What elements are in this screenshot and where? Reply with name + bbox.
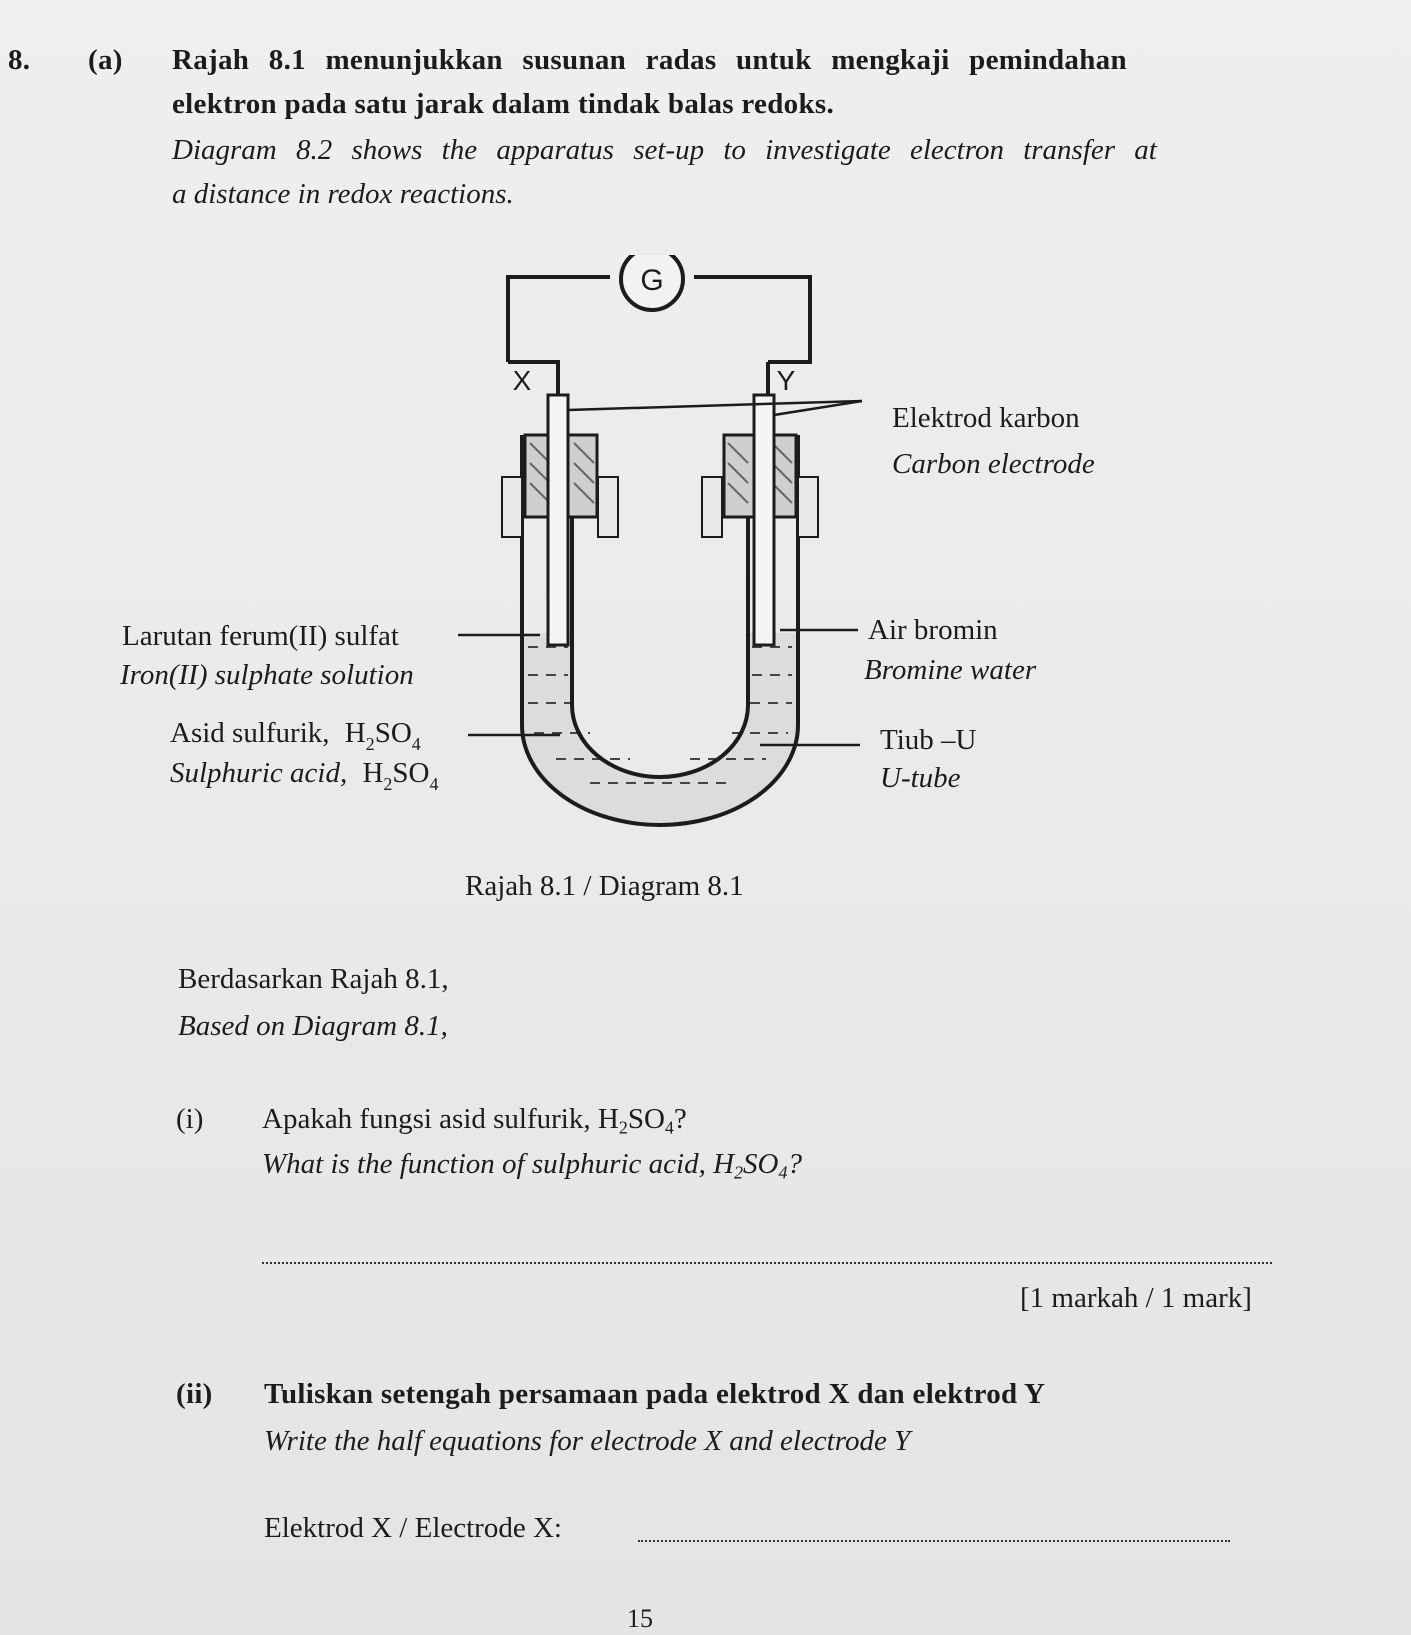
carbon-electrode-x bbox=[548, 395, 568, 645]
question-number: 8. bbox=[8, 44, 31, 76]
apparatus-diagram bbox=[120, 255, 1200, 835]
based-on-en: Based on Diagram 8.1, bbox=[178, 1010, 448, 1042]
intro-ms-line2: elektron pada satu jarak dalam tindak balas redoks. bbox=[172, 88, 835, 120]
q-ii-number: (ii) bbox=[176, 1378, 213, 1410]
answer-line-i[interactable] bbox=[262, 1262, 1272, 1264]
q-i-ms: Apakah fungsi asid sulfurik, $H_2SO_4$? bbox=[262, 1103, 687, 1138]
intro-en-line1: Diagram 8.2 shows the apparatus set-up to investigate electron transfer at bbox=[172, 134, 1157, 166]
q-i-en: What is the function of sulphuric acid, $H_2SO_4$? bbox=[262, 1148, 802, 1183]
intro-ms-line1: Rajah 8.1 menunjukkan susunan radas untuk mengkaji pemindahan bbox=[172, 44, 1127, 76]
label-iron-ms: Larutan ferum(II) sulfat bbox=[122, 620, 399, 652]
label-bromine-ms: Air bromin bbox=[868, 614, 998, 646]
electrode-y-label: Y bbox=[776, 365, 796, 396]
galvanometer-label: G bbox=[640, 264, 664, 297]
label-utube-en: U-tube bbox=[880, 762, 961, 794]
circuit-wire-left bbox=[508, 277, 610, 362]
q-i-mark: [1 markah / 1 mark] bbox=[1020, 1282, 1252, 1314]
label-bromine-en: Bromine water bbox=[864, 654, 1037, 686]
clamp-left-inner bbox=[598, 477, 618, 537]
diagram-caption: Rajah 8.1 / Diagram 8.1 bbox=[465, 870, 744, 902]
q-i-number: (i) bbox=[176, 1103, 204, 1135]
clamp-left-outer bbox=[502, 477, 522, 537]
question-part: (a) bbox=[88, 44, 123, 76]
label-acid-ms: Asid sulfurik, $H_2SO_4$ bbox=[170, 717, 421, 754]
label-iron-en: Iron(II) sulphate solution bbox=[120, 659, 414, 691]
label-acid-en: Sulphuric acid, $H_2SO_4$ bbox=[170, 757, 439, 794]
label-utube-ms: Tiub –U bbox=[880, 724, 977, 756]
clamp-right-inner bbox=[702, 477, 722, 537]
q-ii-ms: Tuliskan setengah persamaan pada elektrod X dan elektrod Y bbox=[264, 1378, 1046, 1410]
circuit-wire-right bbox=[694, 277, 810, 362]
answer-line-electrode-x[interactable] bbox=[638, 1540, 1230, 1542]
label-carbon-ms: Elektrod karbon bbox=[892, 402, 1080, 434]
intro-en-line2: a distance in redox reactions. bbox=[172, 178, 514, 210]
clamp-right-outer bbox=[798, 477, 818, 537]
label-carbon-en: Carbon electrode bbox=[892, 448, 1095, 480]
electrode-x-answer-label: Elektrod X / Electrode X: bbox=[264, 1512, 562, 1544]
carbon-electrode-y bbox=[754, 395, 774, 645]
based-on-ms: Berdasarkan Rajah 8.1, bbox=[178, 963, 449, 995]
q-ii-en: Write the half equations for electrode X and electrode Y bbox=[264, 1425, 911, 1457]
electrode-x-label: X bbox=[512, 365, 532, 396]
leader-lines bbox=[458, 401, 862, 745]
page-number: 15 bbox=[627, 1604, 653, 1633]
